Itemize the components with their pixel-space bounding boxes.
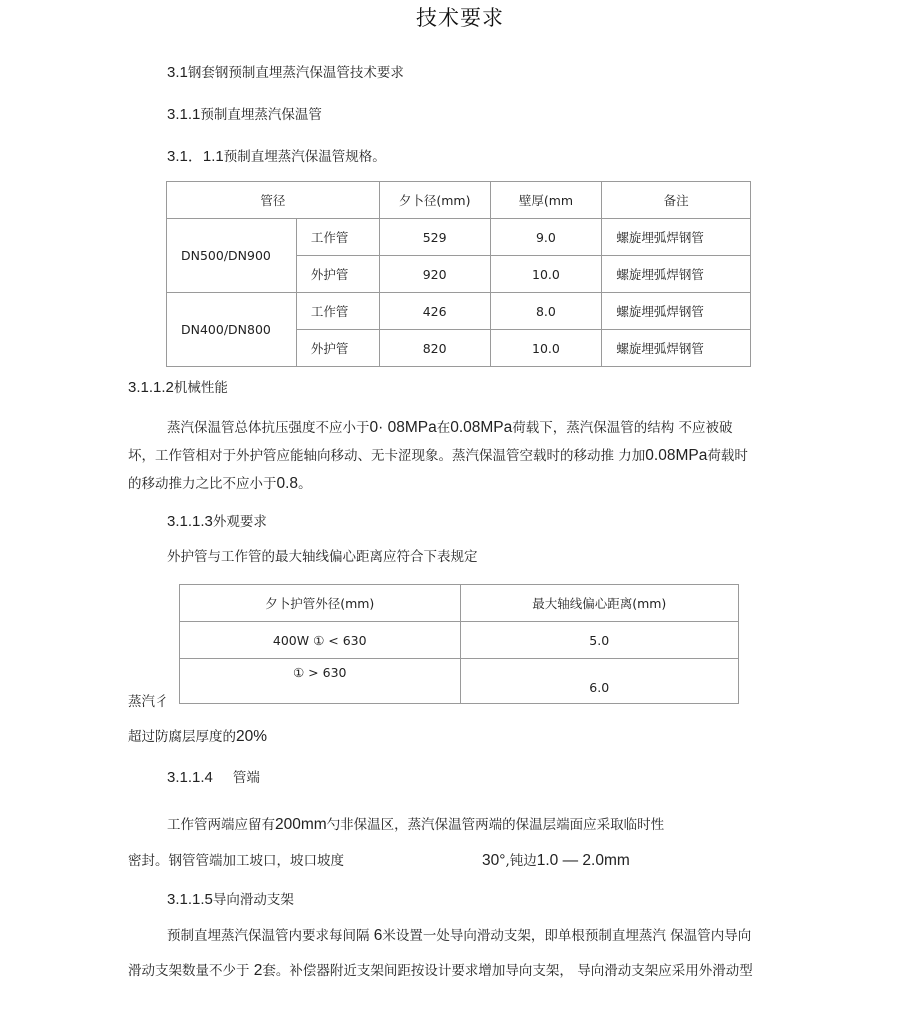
section-number: 3.1.1.2 [128,379,174,396]
note-cell: 螺旋埋弧焊钢管 [602,330,751,367]
table-row [180,622,739,659]
type-cell: 工作管 [296,293,379,330]
value-cell: 6.0 [460,659,739,704]
mech-para-line-2 [128,442,748,470]
number-run: 30° [482,852,506,869]
section-number: 3.1.1 [167,106,201,123]
number-run: 0.8 [276,475,299,492]
table-row [167,293,751,330]
table-row [180,659,739,704]
header-cell: 壁厚(mm [490,182,602,219]
section-title: 机械性能 [173,380,228,396]
section-3-1-heading [167,61,404,81]
od-cell: 529 [379,219,490,256]
section-3-1-1-2-heading [128,376,228,396]
text-run: ,钝边 [505,853,537,869]
text-run: 的移动推力之比不应小于 [128,476,277,492]
range-cell: 400W ① < 630 [180,622,461,659]
section-title: 预制直埋蒸汽保温管规格。 [223,149,386,165]
type-cell: 工作管 [296,219,379,256]
ends-para-line-1 [167,811,664,839]
wall-cell: 8.0 [490,293,602,330]
number-run: 20% [236,728,268,745]
number-run: 200mm [275,816,327,833]
section-number: 3.1.1.5 [167,891,213,908]
section-3-1-1-3-heading [167,510,267,530]
eccentricity-table [179,584,739,704]
text-run: 坏，工作管相对于外护管应能轴向移动、无卡涩现象。蒸汽保温管空载时的移动推 力加 [128,448,646,464]
text-run: 蒸汽保温管总体抗压强度不应小于 [167,420,370,436]
number-run: 0.08MPa [645,447,708,464]
header-cell: 备注 [602,182,751,219]
text-run: 超过防腐层厚度的 [128,729,236,745]
section-3-1-1-5-heading [167,888,294,908]
header-cell: 管径 [167,182,380,219]
text-run: 预制直埋蒸汽保温管内要求每间隔 [167,928,374,944]
header-cell: 夕卜径(mm) [379,182,490,219]
size-cell: DN400/DN800 [167,293,297,367]
section-3-1-1-heading [167,103,322,123]
size-cell: DN500/DN900 [167,219,297,293]
number-run: 0.08MPa [450,419,513,436]
number-run: 2 [253,962,263,979]
range-cell: ① > 630 [180,659,461,704]
note-cell: 螺旋埋弧焊钢管 [602,293,751,330]
section-number: 3.1 [167,64,188,81]
section-3-1-1-4-heading [167,766,260,786]
table-row [167,219,751,256]
page-title: 技术要求 [416,6,504,30]
eccentricity-intro: 外护管与工作管的最大轴线偏心距离应符合下表规定 [167,549,478,565]
text-run: 工作管两端应留有 [167,817,275,833]
text-run: 滑动支架数量不少于 [128,963,254,979]
text-run: 。 [298,476,312,492]
wall-cell: 10.0 [490,330,602,367]
section-3-1-1-1-heading [167,145,386,166]
mech-para-line-3 [128,470,312,498]
section-number: 3.1.1.4 [167,769,213,786]
pipe-spec-table [166,181,751,367]
guide-para-line-1 [167,922,751,950]
text-run: 密封。钢管管端加工坡口，坡口坡度 [128,853,344,869]
section-title: 预制直埋蒸汽保温管 [200,107,322,123]
ends-para-line-2 [128,847,344,875]
od-cell: 426 [379,293,490,330]
text-run: 勺非保温区，蒸汽保温管两端的保温层端面应采取临时性 [326,817,665,833]
wall-cell: 9.0 [490,219,602,256]
exceed-line [128,723,267,751]
guide-para-line-2 [128,957,753,985]
od-cell: 820 [379,330,490,367]
header-cell: 最大轴线偏心距离(mm) [460,585,739,622]
od-cell: 920 [379,256,490,293]
section-number: 3.1.1.3 [167,513,213,530]
number-run: 6 [373,927,383,944]
text-run: 荷载时 [707,448,748,464]
wall-cell: 10.0 [490,256,602,293]
note-cell: 螺旋埋弧焊钢管 [602,219,751,256]
mech-para-line-1 [167,414,733,442]
text-run: 荷载下，蒸汽保温管的结构 不应被破 [512,420,733,436]
text-run: 米设置一处导向滑动支架，即单根预制直埋蒸汽 保温管内导向 [382,928,752,944]
table-header-row [167,182,751,219]
value-cell: 5.0 [460,622,739,659]
section-title: 导向滑动支架 [212,892,294,908]
number-run: 0· 08MPa [369,419,437,436]
header-cell: 夕卜护管外径(mm) [180,585,461,622]
text-run: 在 [436,420,451,436]
type-cell: 外护管 [296,256,379,293]
truncated-text-fragment: 蒸汽彳 [128,694,169,710]
note-cell: 螺旋埋弧焊钢管 [602,256,751,293]
text-run: 套。补偿器附近支架间距按设计要求增加导向支架， 导向滑动支架应采用外滑动型 [262,963,753,979]
section-number: 3.1．1.1 [167,148,224,165]
ends-para-line-2-values [482,847,630,875]
section-title: 外观要求 [212,514,267,530]
table-header-row [180,585,739,622]
section-title: 管端 [232,770,260,786]
section-title: 钢套钢预制直埋蒸汽保温管技术要求 [187,65,404,81]
number-run: 1.0 — 2.0mm [536,852,630,869]
type-cell: 外护管 [296,330,379,367]
